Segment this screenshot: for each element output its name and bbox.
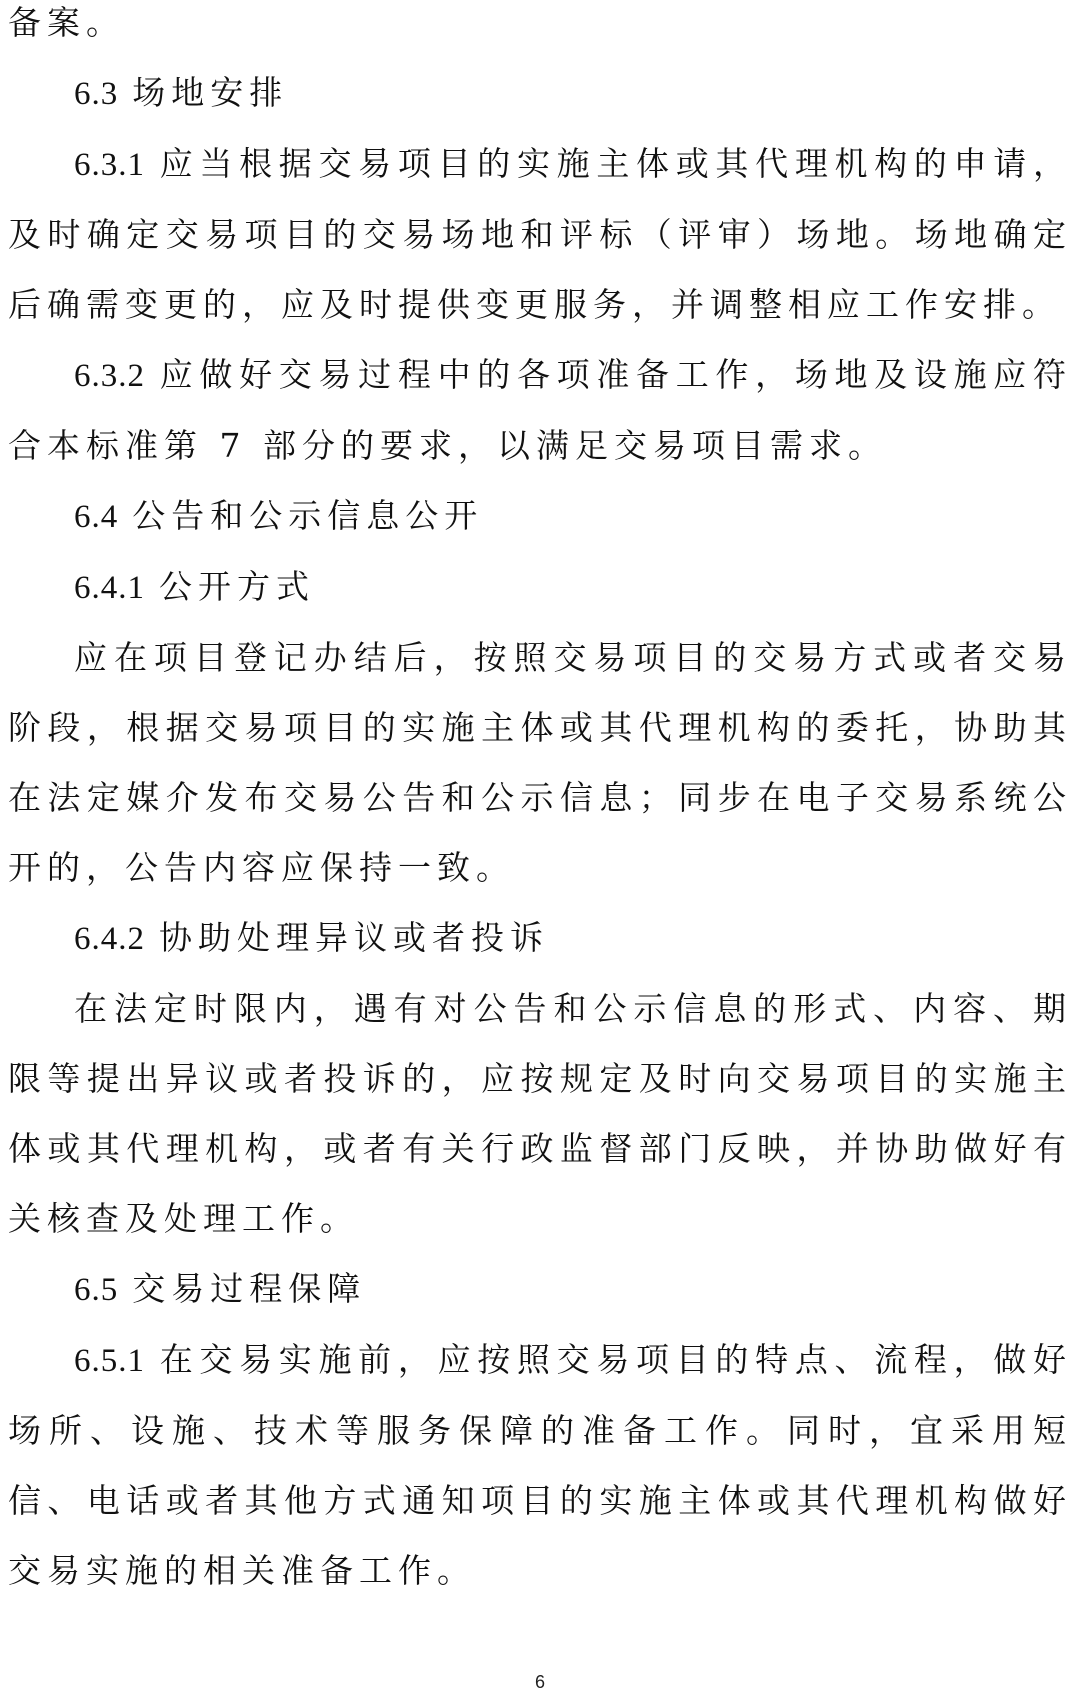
clause-text: 应当根据交易项目的实施主体或其代理机构的申请，及时确定交易项目的交易场地和评标（评审）场地。场地确定后确需变更的，应及时提供变更服务，并调整相应工作安排。 [8,144,1072,324]
subsection-heading-6-4-2 [8,903,1072,974]
clause-6-3-2 [8,340,1072,481]
paragraph-6-4-1-body [8,623,1072,903]
subsection-title: 公开方式 [159,567,315,606]
page-number: 6 [534,1672,545,1692]
section-heading-6-4 [8,481,1072,552]
section-heading-6-5 [8,1254,1072,1325]
subsection-number: 6.4.2 [74,921,145,957]
section-title: 场地安排 [132,73,289,112]
clause-text: 在交易实施前，应按照交易项目的特点、流程，做好场所、设施、技术等服务保障的准备工作。同时，宜采用短信、电话或者其他方式通知项目的实施主体或其代理机构做好交易实施的相关准备工作。 [8,1340,1072,1590]
subsection-number: 6.4.1 [74,570,145,606]
section-number: 6.4 [74,499,119,535]
paragraph-text: 应在项目登记办结后，按照交易项目的交易方式或者交易阶段，根据交易项目的实施主体或其代理机构的委托，协助其在法定媒介发布交易公告和公示信息；同步在电子交易系统公开的，公告内容应保持一致。 [8,638,1072,887]
clause-6-3-1 [8,129,1072,340]
clause-text: 应做好交易过程中的各项准备工作，场地及设施应符合本标准第 7 部分的要求，以满足交易项目需求。 [8,355,1072,465]
document-body [8,0,1072,1606]
subsection-heading-6-4-1 [8,552,1072,623]
clause-number: 6.3.2 [74,358,145,394]
paragraph-continuation [8,0,1072,58]
subsection-title: 协助处理异议或者投诉 [159,918,549,957]
section-heading-6-3 [8,58,1072,129]
clause-number: 6.5.1 [74,1343,145,1379]
section-number: 6.5 [74,1272,119,1308]
section-title: 交易过程保障 [132,1269,367,1308]
paragraph-text: 在法定时限内，遇有对公告和公示信息的形式、内容、期限等提出异议或者投诉的，应按规定及时向交易项目的实施主体或其代理机构，或者有关行政监督部门反映，并协助做好有关核查及处理工作。 [8,989,1072,1238]
clause-6-5-1 [8,1325,1072,1606]
clause-number: 6.3.1 [74,147,145,183]
paragraph-text: 备案。 [8,3,125,42]
paragraph-6-4-2-body [8,974,1072,1254]
section-title: 公告和公示信息公开 [132,496,484,535]
section-number: 6.3 [74,76,119,112]
